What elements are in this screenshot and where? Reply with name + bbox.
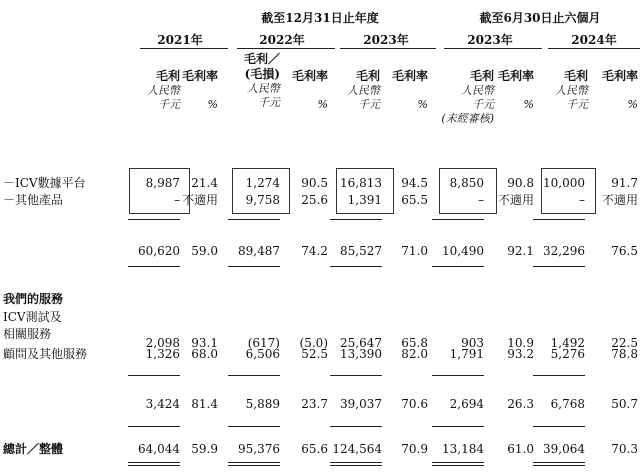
double-rule-r7-gp-2024-h1 — [533, 462, 585, 466]
single-rule-r5-gp-2024-h1 — [533, 375, 585, 376]
col-header-margin-2023: 毛利率 % — [391, 69, 428, 111]
year-2024-h1: 2024年 — [571, 33, 617, 47]
row-label-total: 總計／整體 — [3, 442, 64, 456]
cell-r6-gp-2022: 5,889 — [245, 397, 280, 411]
cell-r5-margin-2023-h1: 93.2 — [507, 347, 534, 361]
cell-r4-margin-2022: (5.0) — [299, 336, 328, 350]
cell-r5-gp-2024-h1: 5,276 — [550, 347, 585, 361]
single-rule-r1-gp-2023-h1 — [432, 219, 484, 220]
cell-r7-margin-2023-h1: 61.0 — [507, 442, 534, 456]
cell-r2-margin-2024-h1: 76.5 — [611, 244, 638, 258]
cell-r7-margin-2023: 70.9 — [401, 442, 428, 456]
cell-r5-margin-2024-h1: 78.8 — [611, 347, 638, 361]
section-label-services: 我們的服務 — [3, 292, 64, 306]
col-header-margin-2021: 毛利率 % — [181, 69, 218, 111]
year-2023: 2023年 — [363, 33, 409, 47]
single-rule-r6-gp-2023 — [330, 426, 382, 427]
cell-r4-margin-2023-h1: 10.9 — [507, 336, 534, 350]
cell-r7-margin-2024-h1: 70.3 — [611, 442, 638, 456]
cell-r5-gp-2023: 13,390 — [340, 347, 382, 361]
cell-r4-gp-2022: (617) — [247, 336, 280, 350]
cell-r0-margin-2024-h1: 91.7 — [611, 176, 638, 190]
year-rule-2021 — [140, 48, 228, 49]
col-header-gp-2024-h1: 毛利 人民幣 千元 — [555, 69, 588, 111]
cell-r7-gp-2023: 124,564 — [332, 442, 382, 456]
cell-r0-gp-2022: 1,274 — [245, 176, 280, 190]
cell-r5-gp-2023-h1: 1,791 — [449, 347, 484, 361]
cell-r5-gp-2022: 6,506 — [245, 347, 280, 361]
cell-r4-gp-2023: 25,647 — [340, 336, 382, 350]
single-rule-r2-gp-2021 — [128, 266, 180, 267]
cell-r0-margin-2023-h1: 90.8 — [507, 176, 534, 190]
cell-r7-margin-2021: 59.9 — [191, 442, 218, 456]
group-header-june: 截至6月30日止六個月 — [479, 11, 601, 25]
cell-r6-gp-2023-h1: 2,694 — [449, 397, 484, 411]
row-label-icv-platform: －ICV數據平台 — [3, 176, 86, 190]
cell-r1-gp-2021: – — [174, 193, 180, 207]
cell-r6-gp-2024-h1: 6,768 — [550, 397, 585, 411]
year-rule-2024-h1 — [548, 48, 640, 49]
cell-r2-margin-2022: 74.2 — [301, 244, 328, 258]
cell-r1-gp-2023: 1,391 — [347, 193, 382, 207]
cell-r5-margin-2023: 82.0 — [401, 347, 428, 361]
cell-r0-gp-2021: 8,987 — [145, 176, 180, 190]
row-label-icv-testing: ICV測試及 — [3, 310, 62, 324]
col-header-margin-2023-h1: 毛利率 % — [497, 69, 534, 111]
cell-r6-margin-2022: 23.7 — [301, 397, 328, 411]
cell-r5-margin-2022: 52.5 — [301, 347, 328, 361]
cell-r0-margin-2022: 90.5 — [301, 176, 328, 190]
cell-r1-gp-2024-h1: – — [579, 193, 585, 207]
row-label-other-products: －其他產品 — [3, 193, 64, 207]
col-header-gp-2021: 毛利 人民幣 千元 — [147, 69, 180, 111]
highlight-box-2021 — [129, 168, 190, 214]
cell-r1-margin-2023: 65.5 — [401, 193, 428, 207]
highlight-box-2022 — [232, 168, 290, 214]
cell-r7-margin-2022: 65.6 — [301, 442, 328, 456]
year-rule-2023-h1 — [444, 48, 542, 49]
single-rule-r2-gp-2023 — [330, 266, 382, 267]
highlight-box-2023 — [336, 168, 394, 214]
cell-r2-gp-2023: 85,527 — [340, 244, 382, 258]
double-rule-r7-gp-2022 — [228, 462, 280, 466]
cell-r2-gp-2023-h1: 10,490 — [442, 244, 484, 258]
cell-r0-gp-2023: 16,813 — [340, 176, 382, 190]
year-rule-2022 — [237, 48, 335, 49]
highlight-box-2024-h1 — [541, 168, 596, 214]
cell-r1-gp-2022: 9,758 — [245, 193, 280, 207]
cell-r6-gp-2021: 3,424 — [145, 397, 180, 411]
single-rule-r6-gp-2021 — [128, 426, 180, 427]
cell-r2-margin-2023: 71.0 — [401, 244, 428, 258]
col-header-margin-2022: 毛利率 % — [291, 69, 328, 111]
row-label-consulting: 顧問及其他服務 — [3, 347, 88, 361]
cell-r1-gp-2023-h1: – — [478, 193, 484, 207]
year-rule-2023 — [340, 48, 436, 49]
cell-r1-margin-2022: 25.6 — [301, 193, 328, 207]
cell-r7-gp-2021: 64,044 — [138, 442, 180, 456]
cell-r1-margin-2021: 不適用 — [181, 193, 218, 207]
cell-r2-margin-2021: 59.0 — [191, 244, 218, 258]
cell-r4-gp-2021: 2,098 — [145, 336, 180, 350]
cell-r5-margin-2021: 68.0 — [191, 347, 218, 361]
single-rule-r5-gp-2022 — [228, 375, 280, 376]
col-header-margin-2024-h1: 毛利率 % — [601, 69, 638, 111]
single-rule-r6-gp-2023-h1 — [432, 426, 484, 427]
single-rule-r1-gp-2023 — [330, 219, 382, 220]
cell-r4-gp-2024-h1: 1,492 — [550, 336, 585, 350]
cell-r2-gp-2022: 89,487 — [238, 244, 280, 258]
col-header-gp-2022: 毛利／ (毛損) 人民幣 千元 — [243, 52, 280, 109]
double-rule-r7-gp-2023-h1 — [432, 462, 484, 466]
year-2021: 2021年 — [157, 33, 203, 47]
year-2022: 2022年 — [259, 33, 305, 47]
cell-r0-margin-2021: 21.4 — [191, 176, 218, 190]
single-rule-r2-gp-2023-h1 — [432, 266, 484, 267]
cell-r7-gp-2024-h1: 39,064 — [543, 442, 585, 456]
cell-r2-margin-2023-h1: 92.1 — [507, 244, 534, 258]
year-2023-h1: 2023年 — [467, 33, 513, 47]
cell-r4-gp-2023-h1: 903 — [461, 336, 484, 350]
cell-r2-gp-2021: 60,620 — [138, 244, 180, 258]
cell-r7-gp-2022: 95,376 — [238, 442, 280, 456]
cell-r5-gp-2021: 1,326 — [145, 347, 180, 361]
double-rule-r7-gp-2021 — [128, 462, 180, 466]
cell-r6-margin-2023: 70.6 — [401, 397, 428, 411]
cell-r4-margin-2021: 93.1 — [191, 336, 218, 350]
cell-r6-margin-2024-h1: 50.7 — [611, 397, 638, 411]
cell-r6-margin-2021: 81.4 — [191, 397, 218, 411]
cell-r0-margin-2023: 94.5 — [401, 176, 428, 190]
col-header-gp-2023: 毛利 人民幣 千元 — [347, 69, 380, 111]
cell-r4-margin-2023: 65.8 — [401, 336, 428, 350]
single-rule-r1-gp-2021 — [128, 219, 180, 220]
cell-r0-gp-2024-h1: 10,000 — [543, 176, 585, 190]
single-rule-r6-gp-2022 — [228, 426, 280, 427]
single-rule-r5-gp-2023-h1 — [432, 375, 484, 376]
cell-r4-margin-2024-h1: 22.5 — [611, 336, 638, 350]
single-rule-r1-gp-2024-h1 — [533, 219, 585, 220]
cell-r1-margin-2023-h1: 不適用 — [497, 193, 534, 207]
single-rule-r5-gp-2023 — [330, 375, 382, 376]
group-header-december: 截至12月31日止年度 — [261, 11, 379, 25]
cell-r6-gp-2023: 39,037 — [340, 397, 382, 411]
cell-r2-gp-2024-h1: 32,296 — [543, 244, 585, 258]
row-label-icv-testing-2: 相關服務 — [3, 327, 52, 341]
col-header-gp-2023-h1: 毛利 人民幣 千元 (未經審核) — [441, 69, 494, 125]
single-rule-r2-gp-2022 — [228, 266, 280, 267]
cell-r1-margin-2024-h1: 不適用 — [601, 193, 638, 207]
single-rule-r5-gp-2021 — [128, 375, 180, 376]
single-rule-r2-gp-2024-h1 — [533, 266, 585, 267]
cell-r7-gp-2023-h1: 13,184 — [442, 442, 484, 456]
single-rule-r6-gp-2024-h1 — [533, 426, 585, 427]
single-rule-r1-gp-2022 — [228, 219, 280, 220]
cell-r0-gp-2023-h1: 8,850 — [449, 176, 484, 190]
double-rule-r7-gp-2023 — [330, 462, 382, 466]
cell-r6-margin-2023-h1: 26.3 — [507, 397, 534, 411]
highlight-box-2023-h1 — [439, 168, 497, 214]
